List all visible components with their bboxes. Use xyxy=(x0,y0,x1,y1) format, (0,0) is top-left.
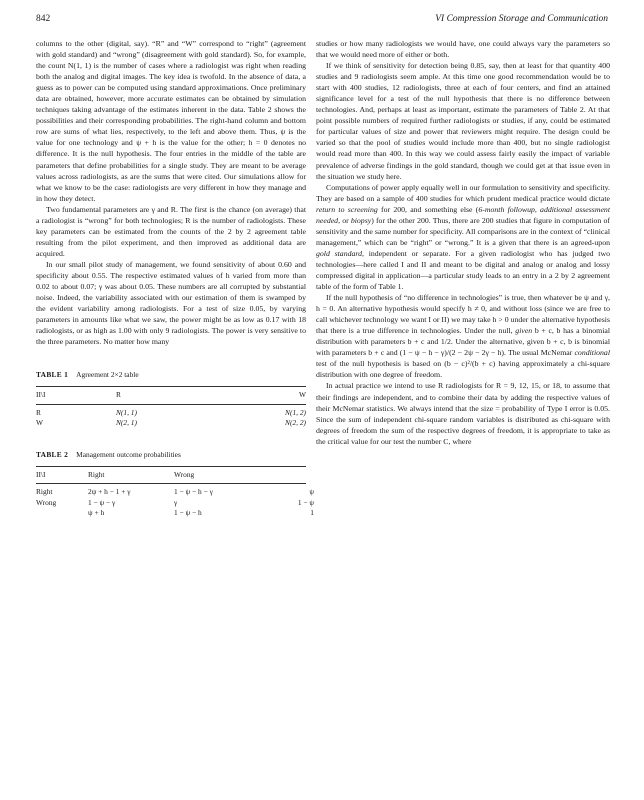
paragraph: In actual practice we intend to use R radiologists for R = 9, 12, 15, or 18, to assume that their findings are independent, and to combine their data by adding the respective values of their McNemar statistics. We always intend that the size = probability of Type I error is 0.05. Since the sum of independent chi-square random variables is distributed as chi-square with degrees of freedom the sum of the respective degrees of freedom, it is appropriate to take as the critical value for our test the number C, where xyxy=(316,381,610,446)
table-header-cell: Right xyxy=(88,469,105,479)
table-1 xyxy=(36,369,306,429)
table-2 xyxy=(36,449,314,519)
table-header-cell: Wrong xyxy=(174,469,195,479)
paragraph: In our small pilot study of management, we found sensitivity of about 0.60 and specificity about 0.55. The respective estimated values of h varied from more than 0.02 to about 0.07; γ was about 0.05. These numbers are all corrupted by substantial noise. Indeed, the variability associated with our estimation of them is swamped by the evident variability among radiologists. For a test of size 0.05, by varying parameters in amounts like what we saw, the power might be as low as 0.17 with 18 radiologists, or as high as 1.00 with only 9 radiologists. The power is very sensitive to the three parameters. No matter how many xyxy=(36,259,306,347)
paragraph: Computations of power apply equally well in our formulation to sensitivity and specificity. They are based on a sample of 400 studies for which prudent medical practice would dictate return to screening for 200, and something else (6-month followup, additional assessment needed, or biopsy) for the other 200. Thus, there are 200 studies that figure in computation of sensitivity and the same number for specificity. All comparisons are in the context of “clinical management,” which can be “right” or “wrong.” It is a given that there is an agreed-upon gold standard, independent or separate. For a given radiologist who has judged two technologies—here called I and II and meant to be digital and analog or analog and lossy compressed digital in application—a particular study leads to an entry in a 2 by 2 agreement table of the form of Table 1. xyxy=(316,182,610,292)
table-header-row xyxy=(36,387,306,404)
table-cell: ψ xyxy=(309,487,314,497)
table-cell: N(2, 2) xyxy=(285,418,306,428)
table-cell: Wrong xyxy=(36,497,57,507)
table-row xyxy=(36,497,314,509)
table-caption xyxy=(36,369,306,380)
table-row xyxy=(36,508,314,519)
table-row xyxy=(36,487,314,498)
table-header-cell: W xyxy=(299,390,306,400)
table-header-cell: II\I xyxy=(36,390,46,400)
table-header-cell: II\I xyxy=(36,469,46,479)
table-header-cell: R xyxy=(116,390,121,400)
page-number: 842 xyxy=(36,14,51,24)
paragraph: Two fundamental parameters are γ and R. The first is the chance (on average) that a radiologist is “wrong” for both technologies; R is the number of radiologists. These key parameters can be estimated from the counts of the 2 by 2 agreement table resulting from the pilot experiment, and then improved as additional data are acquired. xyxy=(36,204,306,258)
paragraph: studies or how many radiologists we would have, one could always vary the parameters so that we would need more of either or both. xyxy=(316,39,610,60)
running-header xyxy=(36,14,608,28)
table-cell: 1 xyxy=(310,508,314,518)
table-cell xyxy=(36,508,88,519)
chapter-title: VI Compression Storage and Communication xyxy=(435,14,608,24)
table-cell: 2ψ + h − 1 + γ xyxy=(88,487,131,497)
table-cell: 1 − ψ xyxy=(297,497,314,507)
left-column xyxy=(36,38,314,519)
table-cell: N(2, 1) xyxy=(116,418,137,428)
table-title: Management outcome probabilities xyxy=(76,449,181,459)
right-column xyxy=(316,38,610,447)
table-header-cell xyxy=(294,470,314,481)
table-cell: N(1, 2) xyxy=(285,407,306,417)
table-cell: ψ + h xyxy=(88,508,105,518)
table-cell: Right xyxy=(36,487,53,497)
table-cell: N(1, 1) xyxy=(116,407,137,417)
table-row xyxy=(36,408,306,419)
table-row xyxy=(36,418,306,429)
table-cell: 1 − ψ − γ xyxy=(88,497,116,507)
table-cell: R xyxy=(36,407,41,417)
table-cell: 1 − ψ − h xyxy=(174,508,202,518)
table-title: Agreement 2×2 table xyxy=(76,370,139,380)
table-cell: 1 − ψ − h − γ xyxy=(174,487,213,497)
table-header-row xyxy=(36,467,306,484)
paragraph: columns to the other (digital, say). “R” and “W” correspond to “right” (agreement with gold standard) and “wrong” (disagreement with gold standard). So, for example, the count N(1, 1) is the number of cases where a radiologist was right when reading both the analog and digital images. The key idea is twofold. In the absence of data, a guess as to power can be computed using standard approximations. Once preliminary data are obtained, however, more accurate estimates can be obtained by simulation techniques taking advantage of the estimates inherent in the data. Table 2 shows the possibilities and their corresponding probabilities. The right-hand column and bottom row are sums of what lies, respectively, to the left and above them. Thus, ψ is the value for one technology and ψ + h is the value for the other; h = 0 denotes no difference. It is the null hypothesis. The four entries in the middle of the table are parameters that define probabilities for a single study. They are meant to be average values across radiologists, as are the sums that were cited. Our simulations allow for what we know to be the case: radiologists are very different in how they manage and in how they detect. xyxy=(36,39,306,203)
table-cell: γ xyxy=(174,497,178,507)
table-label: TABLE 2 xyxy=(36,449,69,459)
paragraph: If we think of sensitivity for detection being 0.85, say, then at least for that quantity 400 studies and 9 radiologists seem ample. At this time one good recommendation would be to start with 400 studies, 12 radiologists, three at each of four centers, and find an attained significance level for a test of the null hypothesis that there is no difference between technologies. And, perhaps at least as important, estimate the parameters of Table 2. At that point possible numbers of required further radiologists or studies, if any, could be estimated for particular values of size and power that reviewers might require. The design could be varied so that the pool of studies would include more than 400, but no single radiologist would read more than 400. In this way we could assess fairly easily the impact of variable prevalence of adverse findings in the gold standard, though we could get at that issue even in the situation we study here. xyxy=(316,61,610,181)
table-label: TABLE 1 xyxy=(36,370,69,380)
table-caption xyxy=(36,449,306,460)
paragraph: If the null hypothesis of “no difference in technologies” is true, then whatever be ψ and γ, h = 0. An alternative hypothesis would specify h ≠ 0, and without loss (since we are free to call whichever technology we want I or II) we may take h > 0 under the alternative hypothesis that there is a true difference in technologies. Under the null, given b + c, b has a binomial distribution with parameters b + c and 1/2. Under the alternative, given b + c, b is binomial with parameters b + c and (1 − ψ − h − γ)/(2 − 2ψ − 2γ − h). The usual McNemar conditional test of the null hypothesis is based on (b − c)²/(b + c) having approximately a chi-square distribution with one degree of freedom. xyxy=(316,293,610,380)
table-cell: W xyxy=(36,418,43,428)
